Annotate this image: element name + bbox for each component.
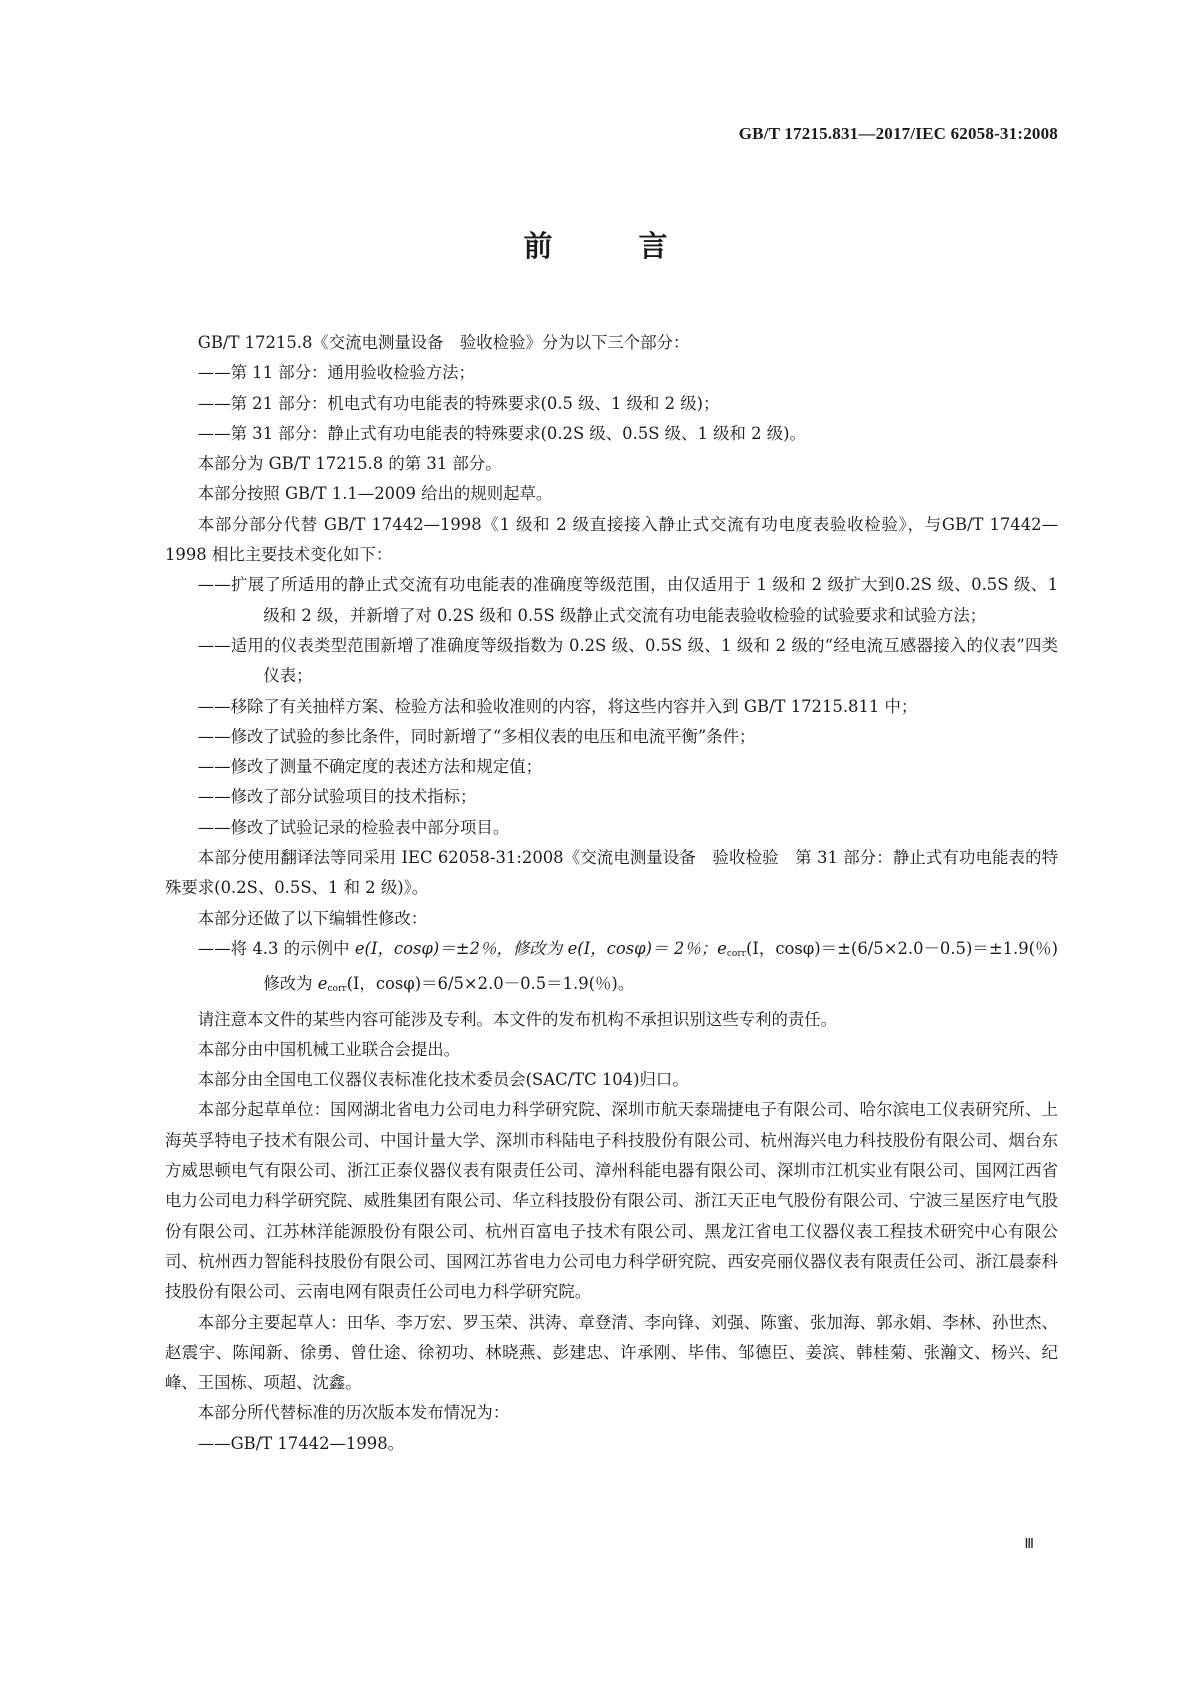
formula-corr-sub-2: corr	[327, 984, 347, 995]
list-item: ——GB/T 17442—1998。	[197, 1433, 405, 1453]
paragraph: 本部分所代替标准的历次版本发布情况为：	[197, 1403, 510, 1423]
formula-e4: (I，cosφ)＝6/5×2.0－0.5＝1.9(％)。	[346, 974, 635, 994]
paragraph: 本部分起草单位：国网湖北省电力公司电力科学研究院、深圳市航天泰瑞捷电子有限公司、哈尔滨电工仪表研究所、上海英孚特电子技术有限公司、中国计量大学、深圳市科陆电子科技股份有限公司、杭州海兴电力科技股份有限公司、烟台东方威思顿电气有限公司、浙江正泰仪器仪表有限责任公司、漳州科能电器有限公司、深圳市江机实业有限公司、国网江西省电力公司电力科学研究院、威胜集团有限公司、华立科技股份有限公司、浙江天正电气股份有限公司、宁波三星医疗电气股份有限公司、江苏林洋能源股份有限公司、杭州百富电子技术有限公司、黑龙江省电工仪器仪表工程技术研究中心有限公司、杭州西力智能科技股份有限公司、国网江苏省电力公司电力科学研究院、西安亮丽仪器仪表有限责任公司、浙江晨泰科技股份有限公司、云南电网有限责任公司电力科学研究院。	[165, 1100, 1058, 1302]
formula-e1: e(I，cosφ)＝±2％，修改为	[354, 938, 568, 958]
formula-lead: ——将 4.3 的示例中	[197, 938, 355, 958]
formula-ecorr-2: e	[317, 974, 328, 994]
paragraph: 本部分为 GB/T 17215.8 的第 31 部分。	[197, 454, 502, 474]
list-item: ——修改了试验记录的检验表中部分项目。	[197, 817, 510, 837]
list-item: ——扩展了所适用的静止式交流有功电能表的准确度等级范围，由仅适用于 1 级和 2 级扩大到0.2S 级、0.5S 级、1 级和 2 级，并新增了对 0.2S 级和 0.5S 级静止式交流有功电能表验收检验的试验要求和试验方法；	[197, 575, 1058, 625]
standard-code-header: GB/T 17215.831—2017/IEC 62058-31:2008	[738, 124, 1058, 143]
list-item: ——第 11 部分：通用验收检验方法；	[197, 363, 475, 383]
formula-e2: e(I，cosφ)＝ 2％；	[567, 938, 718, 958]
formula-ecorr-1: e	[717, 938, 727, 958]
paragraph-group-2	[165, 1005, 1058, 1459]
editorial-change-formula	[165, 934, 1058, 1005]
paragraph: 本部分由全国电工仪器仪表标准化技术委员会(SAC/TC 104)归口。	[197, 1070, 689, 1090]
paragraph: 本部分按照 GB/T 1.1—2009 给出的规则起草。	[197, 484, 553, 504]
list-item: ——移除了有关抽样方案、检验方法和验收准则的内容，将这些内容并入到 GB/T 17215.811 中；	[197, 696, 918, 716]
paragraph-group-1	[165, 328, 1058, 934]
list-item: ——修改了测量不确定度的表述方法和规定值；	[197, 757, 542, 777]
page-number: Ⅲ	[1024, 1537, 1034, 1552]
paragraph: 本部分使用翻译法等同采用 IEC 62058-31:2008《交流电测量设备 验收检验 第 31 部分：静止式有功电能表的特殊要求(0.2S、0.5S、1 和 2 级)》。	[165, 848, 1058, 898]
paragraph: 本部分由中国机械工业联合会提出。	[197, 1039, 461, 1059]
list-item: ——第 31 部分：静止式有功电能表的特殊要求(0.2S 级、0.5S 级、1 级和 2 级)。	[197, 423, 806, 443]
foreword-body	[165, 328, 1058, 1459]
list-item: ——修改了部分试验项目的技术指标；	[197, 787, 477, 807]
formula-e3: (I，cosφ)＝±(6/5×2.0－0.5)＝±1.9(％)修改为	[263, 938, 1058, 994]
paragraph: 本部分部分代替 GB/T 17442—1998《1 级和 2 级直接接入静止式交流有功电度表验收检验》，与GB/T 17442—1998 相比主要技术变化如下：	[165, 514, 1058, 565]
paragraph: GB/T 17215.8《交流电测量设备 验收检验》分为以下三个部分：	[197, 333, 690, 352]
list-item: ——适用的仪表类型范围新增了准确度等级指数为 0.2S 级、0.5S 级、1 级和 2 级的“经电流互感器接入的仪表”四类仪表；	[197, 635, 1058, 686]
list-item: ——修改了试验的参比条件，同时新增了“多相仪表的电压和电流平衡”条件；	[197, 726, 756, 746]
formula-corr-sub-1: corr	[726, 948, 746, 959]
section-title: 前 言	[523, 229, 706, 263]
paragraph: 本部分主要起草人：田华、李万宏、罗玉荣、洪涛、章登清、李向锋、刘强、陈蜜、张加海、郭永娟、李林、孙世杰、赵震宇、陈闻新、徐勇、曾仕途、徐初功、林晓燕、彭建忠、许承刚、毕伟、邹德臣、姜滨、韩桂菊、张瀚文、杨兴、纪峰、王国栋、项超、沈鑫。	[165, 1312, 1058, 1393]
paragraph: 本部分还做了以下编辑性修改：	[197, 908, 428, 928]
paragraph: 请注意本文件的某些内容可能涉及专利。本文件的发布机构不承担识别这些专利的责任。	[197, 1009, 838, 1029]
list-item: ——第 21 部分：机电式有功电能表的特殊要求(0.5 级、1 级和 2 级)；	[197, 393, 720, 413]
